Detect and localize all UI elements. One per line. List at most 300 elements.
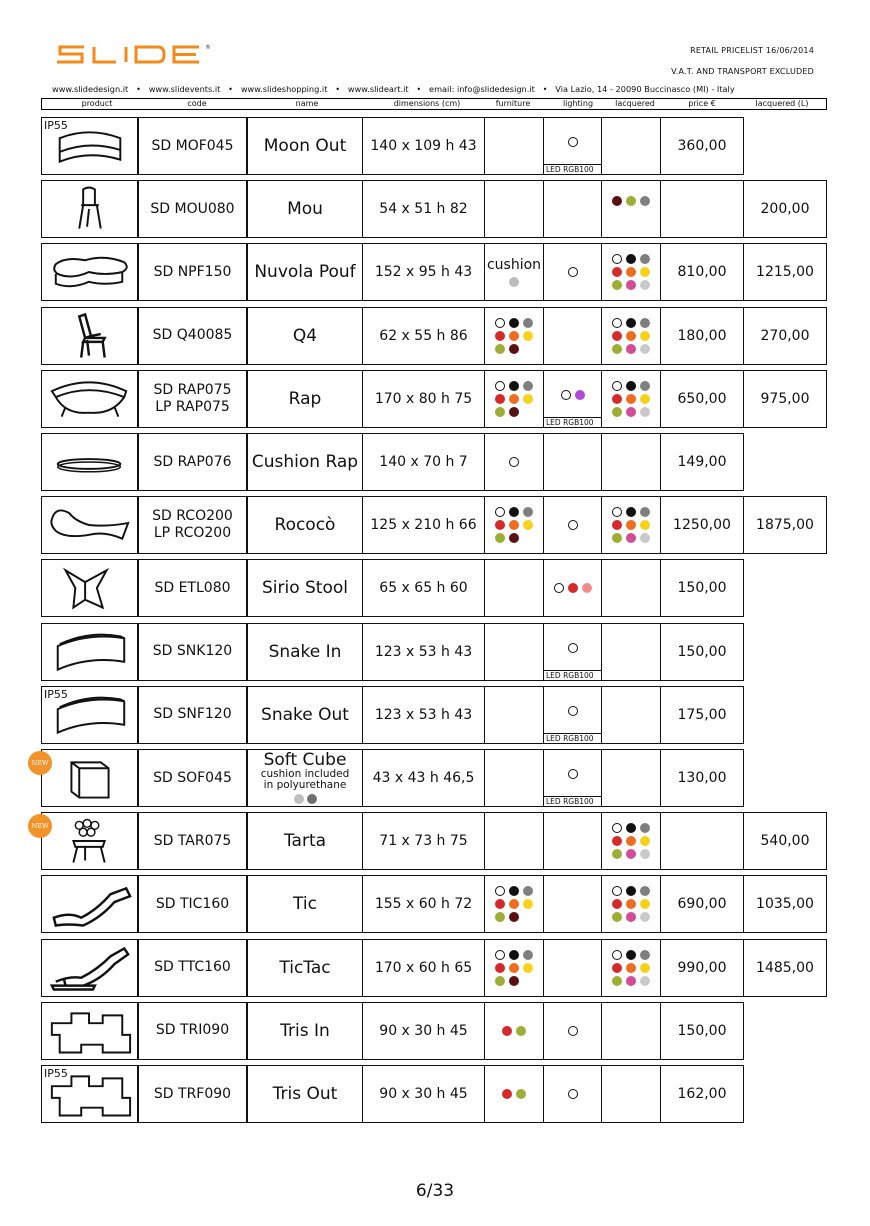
product-name <box>247 812 363 870</box>
color-dot <box>516 1026 526 1036</box>
table-row <box>41 307 827 365</box>
product-code <box>138 496 247 554</box>
table-row <box>41 117 745 175</box>
color-dot <box>626 267 636 277</box>
ip55-label: IP55 <box>44 119 68 132</box>
color-dot <box>612 849 622 859</box>
color-dot <box>612 963 622 973</box>
color-dot <box>626 886 636 896</box>
tic-icon <box>46 878 134 930</box>
led-rgb-label: LED RGB100 <box>543 417 602 428</box>
color-dot <box>523 886 533 896</box>
lacquered-colors <box>601 749 661 807</box>
product-name <box>247 559 363 617</box>
color-dot <box>509 950 519 960</box>
product-name-text: Snake In <box>268 641 342 662</box>
product-name-text: Tarta <box>283 831 327 852</box>
product-code <box>138 243 247 301</box>
furniture-colors <box>484 749 544 807</box>
lacquered-colors <box>601 939 661 997</box>
tictac-icon <box>46 942 134 994</box>
email-link[interactable]: email: info@slidedesign.it <box>429 84 535 94</box>
color-dot <box>612 344 622 354</box>
color-dot <box>516 1089 526 1099</box>
product-image <box>41 370 138 428</box>
light-option-dot <box>568 643 578 653</box>
cushion-color-dot <box>294 794 304 804</box>
cushion-label: cushion <box>486 257 542 274</box>
color-dot <box>495 886 505 896</box>
price-lacquered: 200,00 <box>743 180 827 238</box>
color-dot <box>612 318 622 328</box>
color-dot <box>640 318 650 328</box>
slide-logo <box>54 42 214 68</box>
dimensions: 155 x 60 h 72 <box>362 875 485 933</box>
color-dot <box>612 950 622 960</box>
color-dot <box>523 520 533 530</box>
product-name-text: Cushion Rap <box>251 452 359 472</box>
light-option-dot <box>568 706 578 716</box>
price-lacquered: 1875,00 <box>743 496 827 554</box>
color-dot <box>495 963 505 973</box>
q4-icon <box>46 310 134 362</box>
color-dot <box>509 318 519 328</box>
col-dimensions: dimensions (cm) <box>393 99 461 108</box>
code-line: SD NPF150 <box>153 263 232 280</box>
color-dot <box>626 963 636 973</box>
price-lacquered: 1215,00 <box>743 243 827 301</box>
price: 175,00 <box>660 686 744 744</box>
furniture-colors <box>484 307 544 365</box>
lighting-options <box>543 1065 602 1123</box>
lighting-options <box>543 623 602 681</box>
chair-icon <box>46 183 134 235</box>
price: 150,00 <box>660 559 744 617</box>
color-dot <box>640 886 650 896</box>
color-dot <box>640 254 650 264</box>
product-name-text: Snake Out <box>261 704 349 725</box>
cushion-color-dot <box>307 794 317 804</box>
light-option-dot <box>568 1089 578 1099</box>
product-image <box>41 623 138 681</box>
product-name <box>247 749 363 807</box>
code-line: SD ETL080 <box>154 579 231 596</box>
dimensions: 140 x 70 h 7 <box>362 433 485 491</box>
price <box>660 180 744 238</box>
lacquered-colors <box>601 370 661 428</box>
lacquered-colors <box>601 496 661 554</box>
price-lacquered: 540,00 <box>743 812 827 870</box>
product-name <box>247 370 363 428</box>
color-dot <box>502 1026 512 1036</box>
col-name: name <box>295 99 319 108</box>
code-line: SD MOF045 <box>151 137 234 154</box>
col-code: code <box>187 99 207 108</box>
color-dot <box>612 331 622 341</box>
product-name-text: Moon Out <box>263 136 347 156</box>
product-image <box>41 1002 138 1060</box>
lacquered-colors <box>601 875 661 933</box>
color-dot <box>612 507 622 517</box>
product-name <box>247 307 363 365</box>
color-dot <box>509 344 519 354</box>
code-line: SD TAR075 <box>153 832 232 849</box>
color-dot <box>640 267 650 277</box>
light-color-dot <box>575 390 585 400</box>
dimensions: 123 x 53 h 43 <box>362 686 485 744</box>
table-row <box>41 243 827 301</box>
color-dot <box>626 976 636 986</box>
table-row <box>41 939 827 997</box>
product-name-text: TicTac <box>279 957 331 978</box>
price-lacquered: 1485,00 <box>743 939 827 997</box>
table-row <box>41 180 827 238</box>
bullet: • <box>542 84 548 94</box>
color-dot <box>640 912 650 922</box>
address: Via Lazio, 14 - 20090 Buccinasco (MI) - Italy <box>555 84 735 94</box>
price-lacquered: 975,00 <box>743 370 827 428</box>
bullet: • <box>335 84 341 94</box>
color-dot <box>523 381 533 391</box>
color-dot <box>509 381 519 391</box>
price: 150,00 <box>660 623 744 681</box>
color-dot <box>626 520 636 530</box>
furniture-colors <box>484 939 544 997</box>
color-dot <box>626 836 636 846</box>
tarta-icon <box>46 815 134 867</box>
color-dot <box>495 520 505 530</box>
lighting-options <box>543 812 602 870</box>
color-dot <box>640 381 650 391</box>
code-line: SD TIC160 <box>155 895 230 912</box>
product-image <box>41 686 138 744</box>
color-dot <box>523 331 533 341</box>
product-name-text: Rap <box>288 388 322 409</box>
color-dot <box>640 976 650 986</box>
lighting-options <box>543 117 602 175</box>
dimensions: 140 x 109 h 43 <box>362 117 485 175</box>
furniture-colors <box>484 496 544 554</box>
color-dot <box>495 344 505 354</box>
color-dot <box>509 277 519 287</box>
color-dot <box>509 394 519 404</box>
lacquered-colors <box>601 686 661 744</box>
product-name-text: Tris In <box>280 1020 330 1041</box>
color-dot <box>523 394 533 404</box>
color-dot <box>640 533 650 543</box>
rap-icon <box>46 373 134 425</box>
price: 690,00 <box>660 875 744 933</box>
new-badge: NEW <box>28 814 52 838</box>
color-dot <box>626 196 636 206</box>
new-badge: NEW <box>28 751 52 775</box>
color-dot <box>523 950 533 960</box>
furniture-colors <box>484 117 544 175</box>
tris-icon <box>46 1005 134 1057</box>
lacquered-colors <box>601 117 661 175</box>
color-dot <box>626 899 636 909</box>
color-dot <box>640 280 650 290</box>
svg-text:®: ® <box>205 44 211 51</box>
color-dot <box>612 196 622 206</box>
color-dot <box>640 507 650 517</box>
price: 150,00 <box>660 1002 744 1060</box>
link-slidedesign[interactable]: www.slidedesign.it <box>52 84 129 94</box>
price-lacquered: 270,00 <box>743 307 827 365</box>
price: 1250,00 <box>660 496 744 554</box>
color-dot <box>640 407 650 417</box>
cube-icon <box>46 752 134 804</box>
dimensions: 170 x 60 h 65 <box>362 939 485 997</box>
color-dot <box>640 520 650 530</box>
product-code <box>138 623 247 681</box>
light-color-dot <box>582 583 592 593</box>
color-dot <box>626 394 636 404</box>
product-image <box>41 117 138 175</box>
color-dot <box>626 331 636 341</box>
code-line: SD RAP076 <box>153 453 232 470</box>
color-dot <box>626 533 636 543</box>
color-dot <box>509 507 519 517</box>
color-dot <box>626 507 636 517</box>
color-dot <box>612 533 622 543</box>
light-option-dot <box>554 583 564 593</box>
color-dot <box>626 318 636 328</box>
code-line: SD SNF120 <box>153 706 232 723</box>
product-name-note: cushion included <box>260 768 350 780</box>
col-lacquered: lacquered <box>615 99 655 108</box>
furniture-colors <box>484 243 544 301</box>
product-code <box>138 749 247 807</box>
color-dot <box>626 912 636 922</box>
column-header <box>41 98 827 110</box>
price: 810,00 <box>660 243 744 301</box>
product-image <box>41 243 138 301</box>
lighting-options <box>543 686 602 744</box>
lighting-options <box>543 496 602 554</box>
furniture-colors <box>484 1065 544 1123</box>
light-option-dot <box>568 769 578 779</box>
table-row <box>41 623 745 681</box>
product-name <box>247 1002 363 1060</box>
product-code <box>138 433 247 491</box>
color-dot <box>612 520 622 530</box>
product-code <box>138 307 247 365</box>
ip55-label: IP55 <box>44 687 68 701</box>
light-option-dot <box>568 1026 578 1036</box>
color-dot <box>626 254 636 264</box>
furniture-colors <box>484 433 544 491</box>
color-dot <box>640 963 650 973</box>
col-product: product <box>81 99 113 108</box>
color-dot <box>495 394 505 404</box>
led-rgb-label: LED RGB100 <box>543 796 602 807</box>
color-dot <box>495 899 505 909</box>
product-image <box>41 875 138 933</box>
code-line: SD MOU080 <box>150 200 235 217</box>
product-name <box>247 623 363 681</box>
product-name-text: Tic <box>293 894 317 915</box>
code-line: LP RAP075 <box>155 398 230 415</box>
color-dot <box>495 381 505 391</box>
dimensions: 54 x 51 h 82 <box>362 180 485 238</box>
lacquered-colors <box>601 559 661 617</box>
color-dot <box>509 912 519 922</box>
product-code <box>138 939 247 997</box>
table-row <box>41 812 827 870</box>
dimensions: 62 x 55 h 86 <box>362 307 485 365</box>
dimensions: 125 x 210 h 66 <box>362 496 485 554</box>
product-name <box>247 875 363 933</box>
furniture-colors <box>484 370 544 428</box>
price-lacquered: 1035,00 <box>743 875 827 933</box>
product-name <box>247 939 363 997</box>
color-dot <box>495 533 505 543</box>
table-row <box>41 1002 745 1060</box>
col-lighting: lighting <box>562 99 594 108</box>
table-row <box>41 686 745 744</box>
code-line: SD TTC160 <box>154 959 231 976</box>
furniture-colors <box>484 1002 544 1060</box>
color-dot <box>640 344 650 354</box>
price: 360,00 <box>660 117 744 175</box>
cushion-icon <box>46 436 134 488</box>
code-line: SD TRI090 <box>155 1022 230 1039</box>
light-option-dot <box>561 390 571 400</box>
product-code <box>138 117 247 175</box>
bullet: • <box>416 84 422 94</box>
furniture-colors <box>484 559 544 617</box>
bullet: • <box>136 84 141 94</box>
color-dot <box>640 849 650 859</box>
furniture-colors <box>484 812 544 870</box>
product-code <box>138 559 247 617</box>
dimensions: 152 x 95 h 43 <box>362 243 485 301</box>
lighting-options <box>543 370 602 428</box>
color-dot <box>640 899 650 909</box>
product-image <box>41 812 138 870</box>
pricelist-subtitle: V.A.T. AND TRANSPORT EXCLUDED <box>671 67 814 76</box>
lacquered-colors <box>601 180 661 238</box>
color-dot <box>626 823 636 833</box>
product-name-note: in polyurethane <box>263 779 347 791</box>
lighting-options <box>543 243 602 301</box>
product-name-text: Tris Out <box>272 1084 338 1104</box>
dimensions: 90 x 30 h 45 <box>362 1065 485 1123</box>
price: 990,00 <box>660 939 744 997</box>
product-code <box>138 1065 247 1123</box>
color-dot <box>640 196 650 206</box>
led-rgb-label: LED RGB100 <box>543 733 602 744</box>
color-dot <box>509 407 519 417</box>
color-dot <box>626 280 636 290</box>
rococo-icon <box>46 499 134 551</box>
color-dot <box>502 1089 512 1099</box>
table-row <box>41 496 827 554</box>
color-dot <box>612 254 622 264</box>
product-name-text: Nuvola Pouf <box>254 262 356 283</box>
product-name-text: Q4 <box>292 325 318 346</box>
color-dot <box>612 381 622 391</box>
col-lacquered-l: lacquered (L) <box>755 99 809 108</box>
product-image <box>41 307 138 365</box>
code-line: SD RCO200 <box>152 508 233 525</box>
link-slideart[interactable]: www.slideart.it <box>347 84 409 94</box>
color-dot <box>612 912 622 922</box>
product-image <box>41 180 138 238</box>
color-dot <box>495 507 505 517</box>
dimensions: 170 x 80 h 75 <box>362 370 485 428</box>
link-slidevents[interactable]: www.slidevents.it <box>148 84 221 94</box>
product-image <box>41 1065 138 1123</box>
lacquered-colors <box>601 623 661 681</box>
snake-icon <box>46 626 134 678</box>
color-dot <box>612 836 622 846</box>
dimensions: 65 x 65 h 60 <box>362 559 485 617</box>
page-number: 6/33 <box>415 1181 455 1201</box>
lighting-options <box>543 875 602 933</box>
col-furniture: furniture <box>495 99 531 108</box>
color-dot <box>509 520 519 530</box>
color-dot <box>523 899 533 909</box>
product-name <box>247 243 363 301</box>
lacquered-colors <box>601 307 661 365</box>
price <box>660 812 744 870</box>
price: 180,00 <box>660 307 744 365</box>
product-name <box>247 1065 363 1123</box>
code-line: SD SNK120 <box>152 643 233 660</box>
lighting-options <box>543 1002 602 1060</box>
table-row <box>41 559 745 617</box>
color-dot <box>509 963 519 973</box>
product-code <box>138 370 247 428</box>
color-dot <box>523 507 533 517</box>
product-name-text: Sirio Stool <box>261 578 348 599</box>
color-dot <box>640 823 650 833</box>
link-slideshopping[interactable]: www.slideshopping.it <box>240 84 328 94</box>
table-row <box>41 749 745 807</box>
lighting-options <box>543 307 602 365</box>
color-dot <box>626 407 636 417</box>
col-price: price € <box>688 99 716 108</box>
color-dot <box>495 318 505 328</box>
product-code <box>138 686 247 744</box>
lacquered-colors <box>601 1002 661 1060</box>
dimensions: 123 x 53 h 43 <box>362 623 485 681</box>
color-dot <box>612 976 622 986</box>
color-dot <box>626 950 636 960</box>
code-line: SD SOF045 <box>153 769 232 786</box>
color-dot <box>640 836 650 846</box>
cloud-icon <box>46 246 134 298</box>
contact-links <box>52 84 822 94</box>
color-dot <box>509 533 519 543</box>
color-dot <box>523 318 533 328</box>
product-name-text: Soft Cube <box>263 750 347 770</box>
furniture-colors <box>484 180 544 238</box>
dimensions: 71 x 73 h 75 <box>362 812 485 870</box>
color-dot <box>509 331 519 341</box>
lacquered-colors <box>601 433 661 491</box>
color-dot <box>626 381 636 391</box>
price: 162,00 <box>660 1065 744 1123</box>
lacquered-colors <box>601 243 661 301</box>
product-name <box>247 433 363 491</box>
led-rgb-label: LED RGB100 <box>543 670 602 681</box>
lacquered-colors <box>601 812 661 870</box>
furniture-colors <box>484 623 544 681</box>
star-icon <box>46 562 134 614</box>
